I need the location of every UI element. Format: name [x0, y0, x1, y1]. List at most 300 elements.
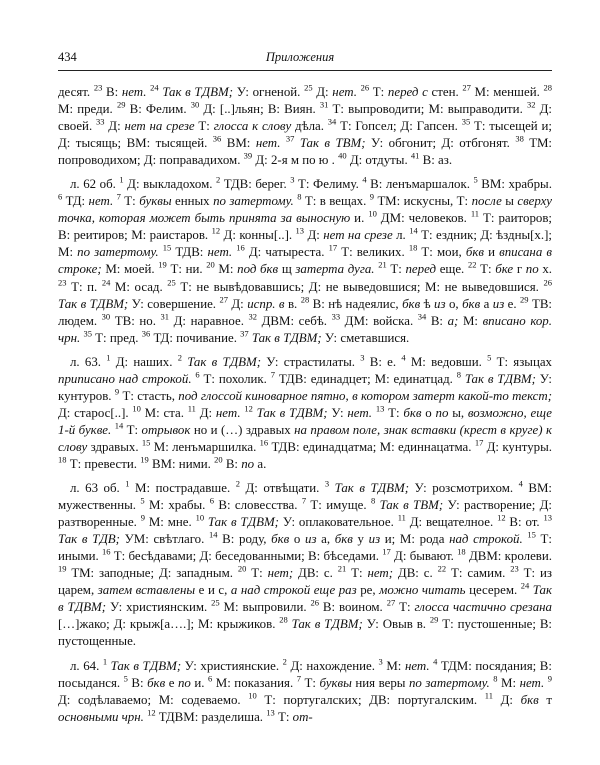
variant-text: ы, — [448, 405, 468, 420]
footnote-marker: 39 — [243, 150, 253, 161]
variant-text: а, — [316, 532, 335, 547]
editorial-note: нет; — [367, 566, 394, 581]
footnote-marker: 16 — [259, 437, 269, 448]
variant-text: ѣ — [420, 296, 435, 311]
editorial-note: по — [435, 405, 449, 420]
variant-text: и. — [190, 675, 208, 690]
paragraph-64 — [58, 658, 552, 726]
variant-text: Т: ни. — [166, 262, 207, 277]
variant-text: еще. — [436, 262, 468, 277]
variant-text: Д: — [227, 296, 248, 311]
footnote-marker: 27 — [386, 598, 396, 609]
editorial-note: по затертому. — [408, 675, 490, 690]
editorial-note: затем вставлены — [97, 583, 196, 598]
footnote-marker: 21 — [378, 260, 387, 271]
variant-text: Д: своей. — [58, 102, 552, 134]
variant-text: о, — [445, 296, 463, 311]
footnote-marker: 3 — [324, 478, 330, 489]
variant-text: ре, — [356, 583, 380, 598]
variant-text: ВМ: храбры. — [477, 177, 552, 192]
footnote-marker: 11 — [484, 690, 493, 701]
variant-text: Т: Фелиму. — [294, 177, 363, 192]
variant-text: М: показания. — [212, 675, 297, 690]
footnote-marker: 6 — [207, 673, 213, 684]
editorial-note: глосса частично срезана — [414, 600, 552, 615]
footnote-marker: 30 — [101, 311, 111, 322]
footnote-marker: 10 — [195, 512, 205, 523]
editorial-note: Так в ТДВ; — [58, 532, 120, 547]
editorial-note: буквы — [139, 194, 172, 209]
variant-text: ТВ: людем. — [58, 296, 553, 328]
editorial-note: от- — [292, 709, 313, 724]
variant-text: Т: не вывѣдовавшись; Д: не выведовшися; М: не выведовшися. — [175, 279, 544, 294]
variant-text: М: — [458, 313, 483, 328]
variant-text: ТДВ: единадцет; М: единатцад. — [275, 371, 457, 386]
footnote-marker: 5 — [140, 495, 145, 506]
footnote-marker: 38 — [515, 133, 524, 144]
variant-text: Д: отдуты. — [346, 153, 411, 168]
footnote-marker: 20 — [206, 260, 215, 271]
editorial-note: нет на срезе — [323, 228, 393, 243]
variant-text: ТД: почивание. — [150, 330, 241, 345]
paragraph-63 — [58, 354, 552, 473]
editorial-note: перед — [405, 262, 437, 277]
footnote-marker: 29 — [520, 294, 529, 305]
editorial-note: бкв — [334, 532, 353, 547]
paragraph-62 — [58, 84, 552, 169]
variant-text: ТМ: искусны, Т: — [374, 194, 472, 209]
variant-text: Т: — [194, 119, 214, 134]
variant-text: У: совершение. — [128, 296, 220, 311]
footnote-marker: 11 — [470, 209, 480, 220]
variant-text: Д: старос[..]. — [58, 405, 133, 420]
variant-text: У: — [327, 405, 348, 420]
variant-text: х. — [538, 262, 552, 277]
variant-text: Т: тысещей и; Д: тысящь; ВМ: тысящей. — [58, 119, 552, 151]
editorial-note: из — [305, 532, 317, 547]
footnote-marker: 26 — [543, 277, 552, 288]
variant-text: У: християнские. — [181, 658, 283, 673]
footnote-marker: 7 — [270, 369, 275, 380]
footnote-marker: 27 — [462, 82, 471, 93]
variant-text: В: Фелим. — [125, 102, 191, 117]
variant-text: десят. — [58, 85, 94, 99]
editorial-note: нет. — [207, 245, 233, 260]
footnote-marker: 11 — [397, 512, 406, 523]
footnote-marker: 40 — [338, 150, 347, 161]
variant-text: Т: бесѣдавами; Д: беседованными; В: бѣседами. — [110, 549, 383, 564]
editorial-note: нет. — [332, 85, 357, 99]
editorial-note: из — [434, 296, 446, 311]
variant-text: Д: вещателное. — [405, 515, 498, 530]
footnote-marker: 4 — [401, 352, 406, 363]
variant-text: е. — [504, 296, 521, 311]
footnote-marker: 18 — [457, 546, 466, 557]
footnote-marker: 16 — [102, 546, 111, 557]
variant-text: Т: языцах — [491, 354, 553, 369]
editorial-note: Так в ТДВМ; — [291, 617, 363, 632]
variant-text: Т: раиторов; В: реитиров; М: раистаров. — [58, 211, 552, 243]
variant-text: УМ: свѣтлаго. — [119, 532, 210, 547]
variant-text: Т: мои, — [417, 245, 466, 260]
variant-text: Д: конны[..]. — [220, 228, 296, 243]
footnote-marker: 1 — [106, 352, 111, 363]
paragraph-gap — [58, 347, 552, 354]
footnote-marker: 33 — [95, 116, 105, 127]
footnote-marker: 24 — [150, 82, 159, 93]
variant-text: Т: — [384, 405, 404, 420]
footnote-marker: 20 — [214, 454, 223, 465]
variant-text: Д: наравное. — [169, 313, 249, 328]
variant-text: ТМ: заподные; Д: западным. — [66, 566, 238, 581]
editorial-note: Так в ТДВМ; — [58, 583, 552, 615]
running-title: Приложения — [265, 50, 335, 64]
variant-text: енных — [171, 194, 214, 209]
footnote-marker: 12 — [147, 707, 156, 718]
footnote-marker: 14 — [114, 420, 124, 431]
editorial-note: Так в ТДВМ; — [251, 330, 322, 345]
variant-text: стен. — [427, 85, 463, 99]
variant-text: Д: содѣлаваемо; М: содеваемо. — [58, 692, 249, 707]
variant-text: Д: 2-я м по ю . — [252, 153, 339, 168]
variant-text: ВМ: ними. — [148, 456, 215, 471]
editorial-note: затерта дуга. — [295, 262, 375, 277]
variant-text: а — [480, 296, 493, 311]
variant-text: Д: — [104, 119, 125, 134]
variant-text: У: оплаковательное. — [278, 515, 398, 530]
variant-text: Д: выкладохом. — [123, 177, 217, 192]
editorial-note: после — [471, 194, 502, 209]
editorial-note: Так в ТДВМ; — [464, 371, 536, 386]
variant-text: и — [483, 245, 500, 260]
variant-text: Т: превести. — [66, 456, 141, 471]
editorial-note: приписано над строкой. — [58, 371, 192, 386]
variant-text: ТД: — [62, 194, 89, 209]
footnote-marker: 7 — [301, 495, 307, 506]
editorial-note: бке — [495, 262, 514, 277]
editorial-note: над строкой. — [449, 532, 523, 547]
footnote-marker: 35 — [461, 116, 471, 127]
footnote-marker: 35 — [83, 328, 92, 339]
footnote-marker: 10 — [248, 690, 257, 701]
footnote-marker: 12 — [244, 403, 253, 414]
editorial-note: бкв — [271, 532, 290, 547]
header-rule — [58, 70, 552, 71]
editorial-note: по затертому. — [77, 245, 159, 260]
footnote-marker: 15 — [162, 243, 172, 254]
footnote-marker: 13 — [295, 226, 305, 237]
footnote-marker: 25 — [211, 598, 220, 609]
variant-text: Д: наших. — [110, 354, 178, 369]
footnote-marker: 24 — [101, 277, 111, 288]
footnote-marker: 6 — [209, 495, 214, 506]
variant-text: в. — [284, 296, 301, 311]
variant-text: Т: — [274, 709, 293, 724]
variant-text: здравых. — [87, 439, 142, 454]
footnote-marker: 12 — [497, 512, 506, 523]
variant-text: Т: стасть, — [119, 388, 179, 403]
variant-text: Т: п. — [66, 279, 102, 294]
variant-text: г — [513, 262, 526, 277]
variant-text: У: растворение; Д: разтворенные. — [58, 498, 553, 530]
book-page — [48, 42, 553, 724]
variant-text: У: розсмотрихом. — [409, 481, 519, 496]
editorial-note: на правом поле, знак вставки (крест в круге) к слову — [58, 422, 553, 454]
paragraph-gap — [58, 473, 552, 480]
variant-text: М: ведовши. — [405, 354, 488, 369]
editorial-note: Так в ТДВМ; — [207, 515, 279, 530]
editorial-note: вписано кор. чрн. — [58, 313, 552, 345]
footnote-marker: 27 — [219, 294, 228, 305]
footnote-marker: 34 — [327, 116, 337, 127]
variant-text: Т: — [476, 262, 496, 277]
footnote-marker: 37 — [285, 133, 295, 144]
footnote-marker: 5 — [487, 352, 492, 363]
variant-text: Т: — [386, 262, 406, 277]
variant-text: В: словесства. — [214, 498, 302, 513]
commentary-body — [58, 84, 552, 726]
editorial-note: нет. — [121, 85, 147, 99]
variant-text: дѣла. — [291, 119, 328, 134]
footnote-marker: 2 — [282, 656, 287, 667]
editorial-note: перед с — [387, 85, 428, 99]
footnote-marker: 34 — [417, 311, 427, 322]
footnote-marker: 6 — [58, 191, 63, 202]
variant-text: ТДВМ: разделиша. — [155, 709, 267, 724]
variant-text: Т: — [395, 600, 415, 615]
footnote-marker: 13 — [266, 707, 275, 718]
variant-text: В: — [426, 313, 448, 328]
footnote-marker: 7 — [296, 673, 301, 684]
editorial-note: испр. в — [247, 296, 285, 311]
editorial-note: из — [368, 532, 381, 547]
footnote-marker: 19 — [140, 454, 149, 465]
footnote-marker: 30 — [190, 99, 200, 110]
editorial-note: можно читать — [379, 583, 466, 598]
variant-text: цесерем. — [465, 583, 521, 598]
variant-text: У: сметавшися. — [321, 330, 410, 345]
editorial-note: сверху точка, которая может быть принята за выносную — [58, 194, 553, 226]
variant-text: Д: [..]льян; В: Виян. — [199, 102, 320, 117]
editorial-note: Так в ТДВМ; — [256, 405, 328, 420]
variant-text: но и (…) здравых — [190, 422, 295, 437]
paragraph-62-verso — [58, 176, 552, 346]
footnote-marker: 17 — [382, 546, 391, 557]
variant-text: Т: из царем, — [58, 566, 552, 598]
footnote-marker: 22 — [467, 260, 477, 271]
editorial-note: Так в ТДВМ; — [187, 354, 262, 369]
editorial-note: нет. — [215, 405, 241, 420]
editorial-note: по затертому. — [213, 194, 294, 209]
variant-text: М: мне. — [145, 515, 196, 530]
editorial-note: под глоссой киноварное пятно, в котором затерт какой-то текст; — [178, 388, 552, 403]
variant-text: У: обгонит; Д: отбгонят. — [365, 136, 516, 151]
variant-text: Д: отвѣщати. — [239, 481, 325, 496]
footnote-marker: 7 — [116, 191, 121, 202]
footnote-marker: 10 — [368, 209, 377, 220]
variant-text: ния веры — [351, 675, 409, 690]
variant-text: ы — [501, 194, 518, 209]
variant-text: у — [352, 532, 369, 547]
variant-text: о — [289, 532, 306, 547]
footnote-marker: 6 — [195, 369, 200, 380]
variant-text: Т: имуще. — [306, 498, 371, 513]
footnote-marker: 11 — [187, 403, 196, 414]
editorial-note: под бкв — [237, 262, 279, 277]
footnote-marker: 8 — [493, 673, 498, 684]
footnote-marker: 2 — [235, 478, 240, 489]
footnote-marker: 4 — [362, 174, 367, 185]
variant-text: ДМ: войска. — [340, 313, 418, 328]
variant-text: Д: нахождение. — [286, 658, 379, 673]
editorial-note: нет; — [267, 566, 294, 581]
footnote-marker: 18 — [58, 454, 67, 465]
variant-text: ТДВ: берег. — [220, 177, 291, 192]
footnote-marker: 29 — [429, 615, 439, 626]
variant-text: […]жако; Д: крыж[а….]; М: крыжиков. — [58, 617, 280, 632]
editorial-note: по — [241, 456, 255, 471]
variant-text: Т: — [300, 675, 320, 690]
footnote-marker: 19 — [58, 563, 67, 574]
footnote-marker: 4 — [433, 656, 438, 667]
variant-text: В: от. — [505, 515, 544, 530]
variant-text: Т: пред. — [91, 330, 142, 345]
variant-text: У: Овыв в. — [362, 617, 430, 632]
footnote-marker: 15 — [141, 437, 151, 448]
variant-text: ТДВ: единадцатма; М: единнацатма. — [268, 439, 475, 454]
footnote-marker: 8 — [297, 191, 302, 202]
variant-text: т — [538, 692, 552, 707]
variant-text: М: меншей. — [470, 85, 544, 99]
variant-text: В: нѣ надеялис, — [309, 296, 403, 311]
footnote-marker: 28 — [543, 82, 552, 93]
variant-text: Т: в вещах. — [301, 194, 370, 209]
variant-text: В: роду, — [217, 532, 272, 547]
variant-text: В: — [222, 456, 242, 471]
variant-text: В: аз. — [419, 153, 453, 168]
footnote-marker: 14 — [409, 226, 418, 237]
footnote-marker: 28 — [300, 294, 310, 305]
variant-text: о — [421, 405, 436, 420]
footnote-marker: 13 — [375, 403, 385, 414]
footnote-marker: 4 — [518, 478, 523, 489]
footnote-marker: 28 — [279, 615, 288, 626]
variant-text: В: — [102, 85, 122, 99]
footnote-marker: 9 — [369, 191, 375, 202]
variant-text: Д: — [312, 85, 333, 99]
footnote-marker: 33 — [331, 311, 341, 322]
editorial-note: бкв — [465, 245, 484, 260]
editorial-note: основными чрн. — [58, 709, 144, 724]
variant-text: М: моей. — [101, 262, 159, 277]
footnote-marker: 41 — [410, 150, 420, 161]
footnote-marker: 23 — [510, 563, 519, 574]
footnote-marker: 24 — [520, 581, 530, 592]
editorial-note: отрывок — [141, 422, 191, 437]
variant-text: ТДМ: посядания; В: посыданся. — [58, 658, 552, 690]
editorial-note: бкв — [520, 692, 539, 707]
variant-text: ДВМ: кролеви. — [465, 549, 552, 564]
variant-text: Т: иными. — [58, 532, 552, 564]
variant-text: Т: — [369, 85, 388, 99]
footnote-marker: 23 — [93, 82, 103, 93]
variant-text: Д: кунтуры. — [483, 439, 552, 454]
footnote-marker: 16 — [236, 243, 245, 254]
editorial-note: а над строкой еще раз — [230, 583, 357, 598]
footnote-marker: 9 — [547, 673, 553, 684]
variant-text: Т: — [346, 566, 368, 581]
footnote-marker: 25 — [304, 82, 313, 93]
variant-text: У: кунтуров. — [58, 371, 552, 403]
editorial-note: буквы — [319, 675, 352, 690]
variant-text: ТДВ: — [171, 245, 208, 260]
variant-text: Т: — [246, 566, 268, 581]
variant-text: М: — [497, 675, 520, 690]
footnote-marker: 1 — [119, 174, 124, 185]
editorial-note: бкв — [462, 296, 481, 311]
footnote-marker: 18 — [408, 243, 418, 254]
variant-text: л. — [392, 228, 410, 243]
variant-text: Т: великих. — [337, 245, 409, 260]
footnote-marker: 17 — [328, 243, 338, 254]
footnote-marker: 36 — [141, 328, 151, 339]
variant-text: Д: — [304, 228, 324, 243]
editorial-note: Так в ТВМ; — [299, 136, 366, 151]
editorial-note: бкв — [147, 675, 166, 690]
variant-text: е и с, — [195, 583, 231, 598]
footnote-marker: 9 — [140, 512, 145, 523]
footnote-marker: 2 — [177, 352, 182, 363]
footnote-marker: 37 — [240, 328, 249, 339]
variant-text: М: храбы. — [144, 498, 210, 513]
variant-text: е — [165, 675, 178, 690]
footnote-marker: 19 — [158, 260, 167, 271]
footnote-marker: 13 — [543, 512, 552, 523]
editorial-note: бкв — [402, 296, 421, 311]
editorial-note: Так в ТДВМ; — [58, 296, 129, 311]
footnote-marker: 20 — [237, 563, 247, 574]
editorial-note: по — [177, 675, 191, 690]
variant-text: М: — [382, 658, 405, 673]
editorial-note: нет. — [404, 658, 430, 673]
variant-text: У: страстилаты. — [261, 354, 361, 369]
variant-text: ВМ: — [221, 136, 256, 151]
variant-text: и. — [350, 211, 369, 226]
variant-text: У: огненой. — [233, 85, 305, 99]
editorial-note: а; — [447, 313, 459, 328]
footnote-marker: 2 — [216, 174, 221, 185]
variant-text: Т: пустошенные; В: пустощенные. — [58, 617, 552, 649]
editorial-note: нет. — [347, 405, 373, 420]
variant-text: а. — [254, 456, 267, 471]
variant-text: Д: чатыреста. — [244, 245, 329, 260]
variant-text: ДВ: с. — [293, 566, 338, 581]
footnote-marker: 31 — [319, 99, 329, 110]
footnote-marker: 23 — [58, 277, 67, 288]
footnote-marker: 31 — [160, 311, 170, 322]
variant-text: В: — [127, 675, 148, 690]
variant-text: М: пострадавше. — [129, 481, 236, 496]
footnote-marker: 3 — [290, 174, 295, 185]
footnote-marker: 21 — [337, 563, 347, 574]
footnote-marker: 17 — [474, 437, 484, 448]
footnote-marker: 8 — [370, 495, 376, 506]
variant-text: М: преди. — [58, 102, 117, 117]
footnote-marker: 29 — [116, 99, 126, 110]
variant-text: Д: — [195, 405, 216, 420]
paragraph-gap — [58, 651, 552, 658]
footnote-marker: 1 — [102, 656, 108, 667]
